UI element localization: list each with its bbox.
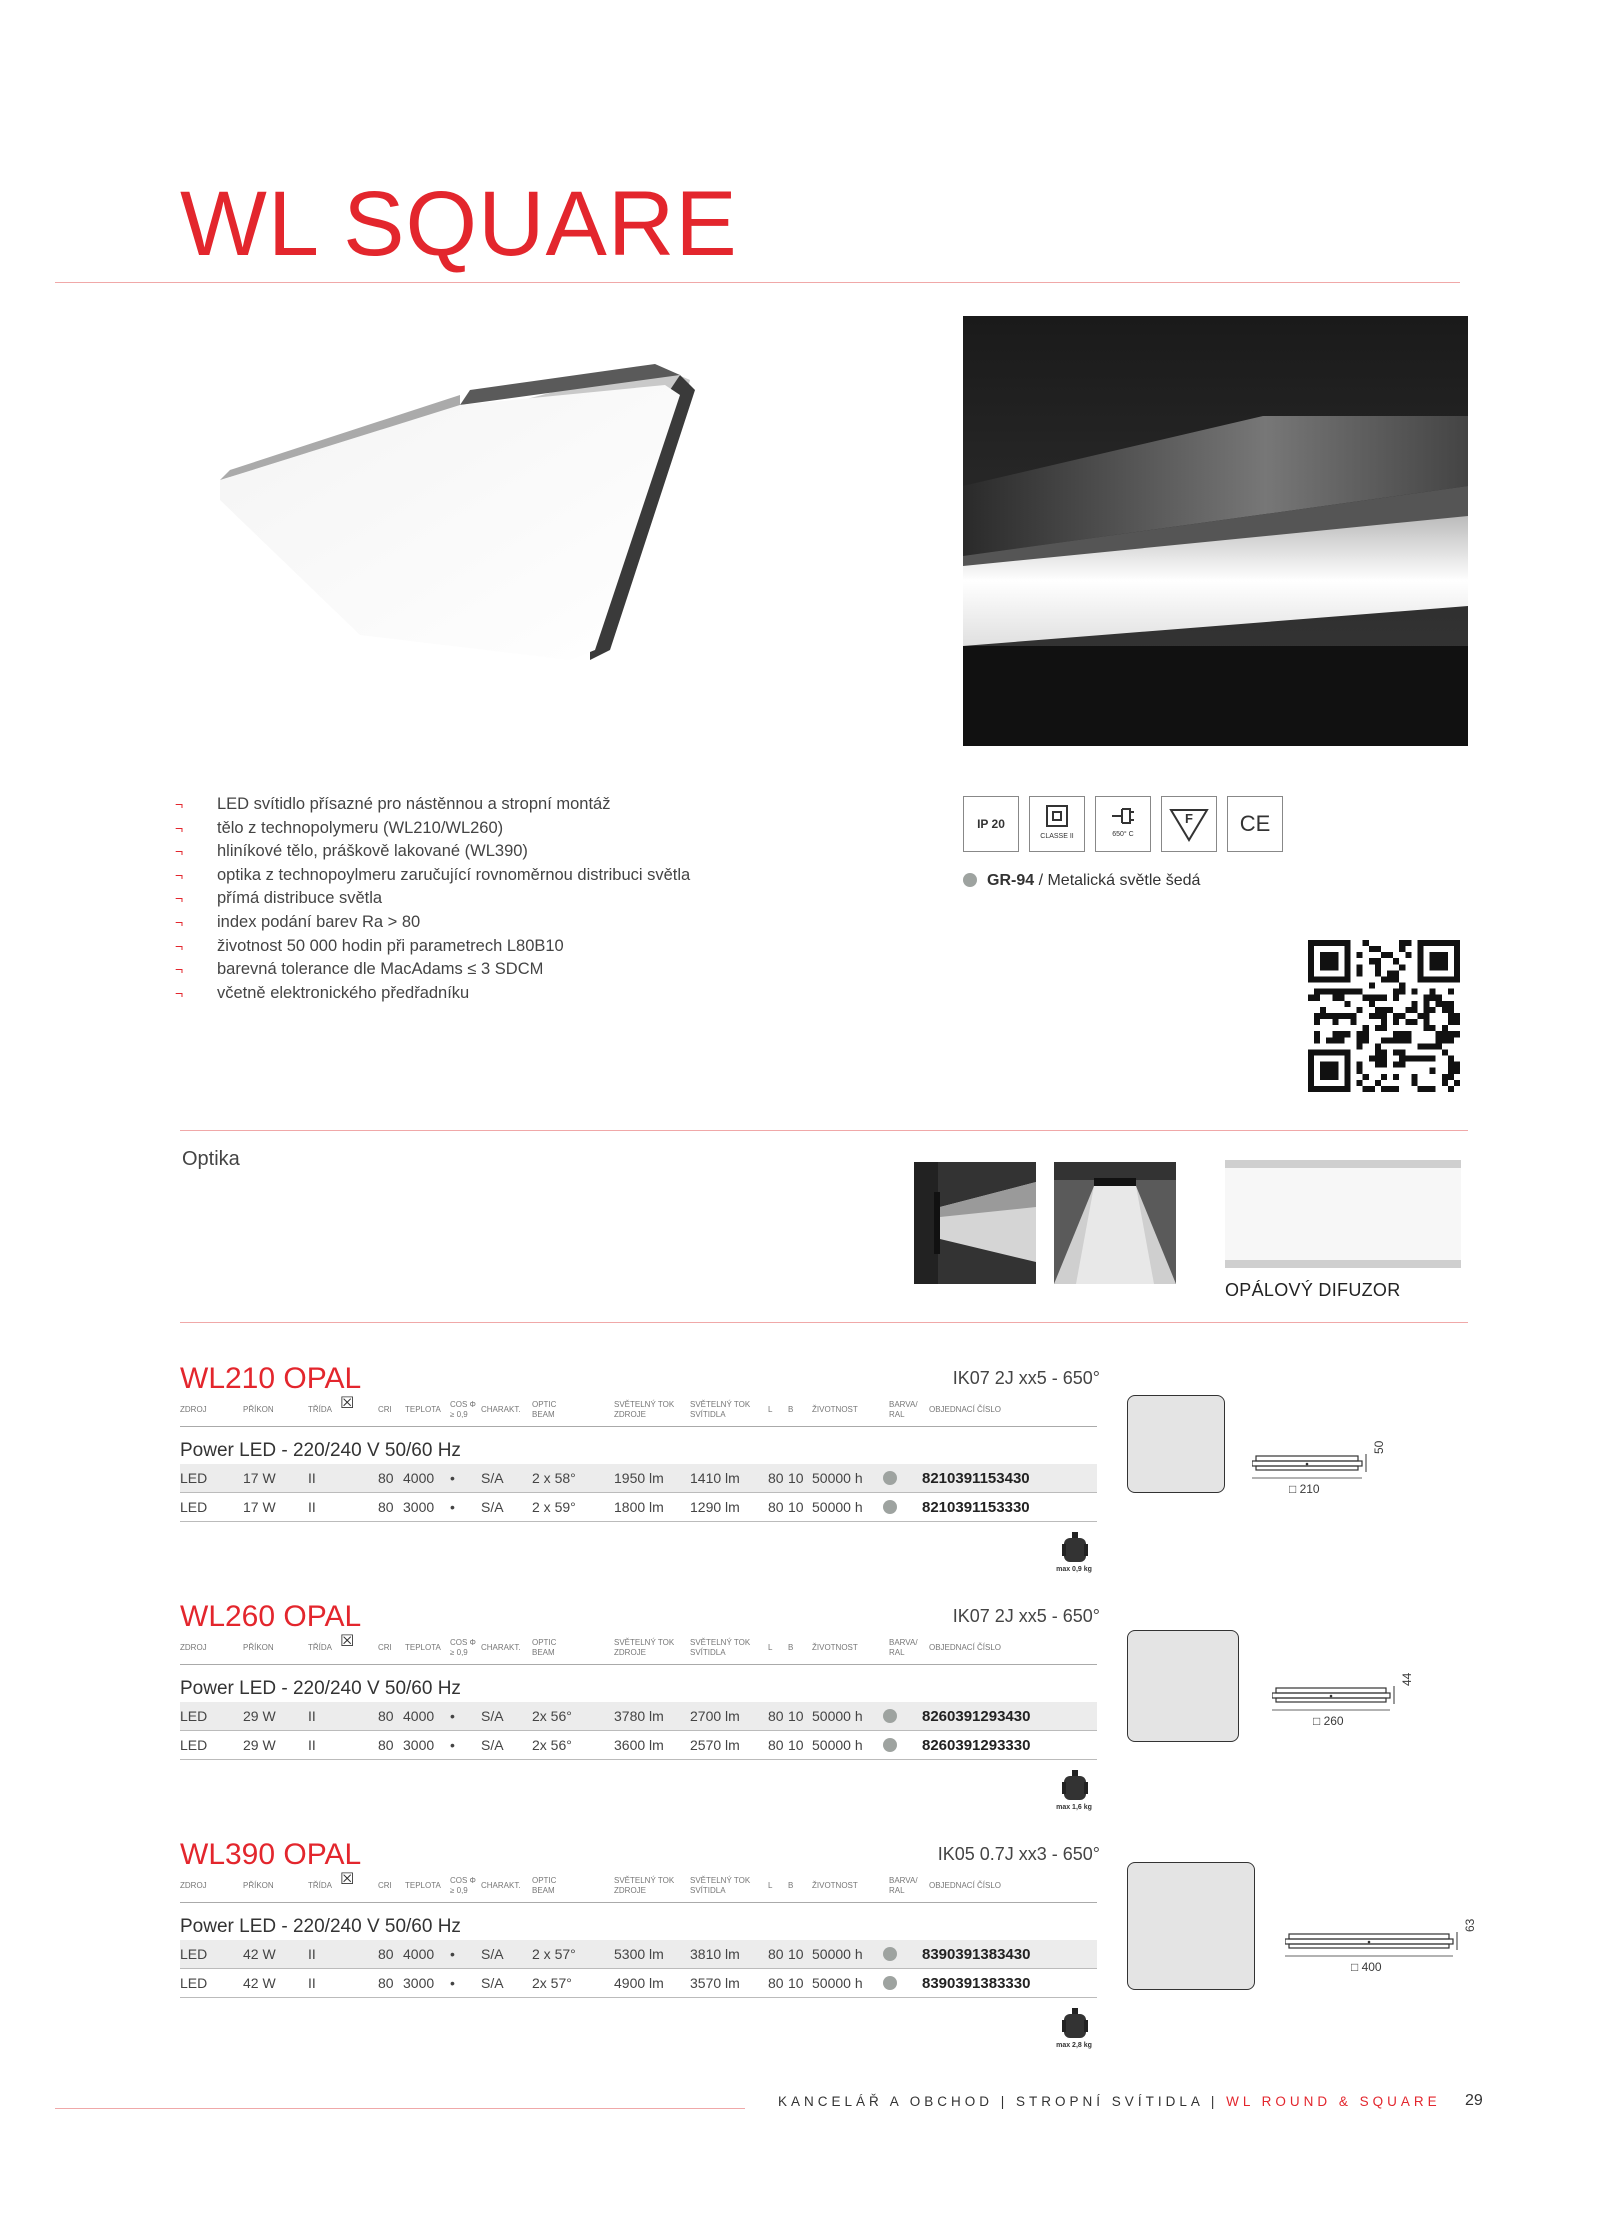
- header-cos-sub: ≥ 0,9: [450, 1410, 468, 1419]
- header-svz-sub: ZDROJE: [614, 1410, 646, 1419]
- cell: 3000: [403, 1975, 435, 1991]
- feature-item: [175, 817, 735, 841]
- header-barva: BARVA/: [889, 1400, 918, 1409]
- footer-text: [778, 2094, 1441, 2109]
- cell: LED: [180, 1499, 208, 1515]
- header-prikon: PŘÍKON: [243, 1881, 274, 1890]
- cell: 50000 h: [812, 1708, 863, 1724]
- top-view-drawing: [1127, 1862, 1255, 1990]
- header-svs-sub: SVÍTIDLA: [690, 1410, 726, 1419]
- cell: 50000 h: [812, 1470, 863, 1486]
- table-row: [180, 1493, 1097, 1522]
- cell: 80: [768, 1499, 784, 1515]
- ip-rating: IP 20: [977, 817, 1005, 831]
- ce-mark-icon: [1227, 796, 1283, 852]
- temp-label: 650° C: [1112, 831, 1134, 838]
- safety-class-icon: ☒: [340, 1395, 355, 1412]
- cell: 3000: [403, 1737, 435, 1753]
- header-teplota: TEPLOTA: [405, 1881, 441, 1890]
- header-cos-sub: ≥ 0,9: [450, 1648, 468, 1657]
- cell: •: [450, 1499, 455, 1515]
- cell: LED: [180, 1975, 208, 1991]
- cell: 3600 lm: [614, 1737, 664, 1753]
- section-divider: [180, 1322, 1468, 1323]
- cell: LED: [180, 1946, 208, 1962]
- height-dimension: 63: [1463, 1918, 1477, 1932]
- cell: 80: [768, 1470, 784, 1486]
- header-l: L: [768, 1405, 773, 1414]
- safety-class-icon: ☒: [340, 1871, 355, 1888]
- cell: S/A: [481, 1470, 504, 1486]
- cell: 2570 lm: [690, 1737, 740, 1753]
- feature-text: LED svítidlo přísazné pro nástěnnou a stropní montáž: [217, 795, 611, 813]
- header-cos: COS Φ: [450, 1400, 476, 1409]
- cell: 1410 lm: [690, 1470, 740, 1486]
- cell: •: [450, 1737, 455, 1753]
- order-number: 8390391383430: [922, 1946, 1031, 1963]
- header-teplota: TEPLOTA: [405, 1643, 441, 1652]
- optika-label: Optika: [182, 1148, 240, 1170]
- header-svz-sub: ZDROJE: [614, 1648, 646, 1657]
- class-label: CLASSE II: [1040, 833, 1074, 840]
- feature-bullet: ¬: [175, 843, 184, 860]
- cell: 80: [378, 1975, 394, 1991]
- header-barva-sub: RAL: [889, 1648, 905, 1657]
- size-dimension: □ 260: [1313, 1714, 1344, 1728]
- feature-text: barevná tolerance dle MacAdams ≤ 3 SDCM: [217, 960, 544, 979]
- color-swatch: [883, 1976, 897, 1990]
- cell: 3780 lm: [614, 1708, 664, 1724]
- feature-text: optika z technopoylmeru zaručující rovnoměrnou distribuci světla: [217, 865, 691, 884]
- cell: 17 W: [243, 1499, 276, 1515]
- cell: LED: [180, 1737, 208, 1753]
- header-optic: OPTIC: [532, 1638, 557, 1647]
- cell: 3810 lm: [690, 1946, 740, 1962]
- top-view-drawing: [1127, 1630, 1239, 1742]
- header-optic: OPTIC: [532, 1876, 557, 1885]
- cell: 10: [788, 1946, 804, 1962]
- color-swatch: [883, 1709, 897, 1723]
- cell: 80: [378, 1946, 394, 1962]
- f-mark-icon: [1161, 796, 1217, 852]
- cell: 10: [788, 1470, 804, 1486]
- feature-bullet: ¬: [175, 819, 184, 836]
- cell: 4000: [403, 1470, 435, 1486]
- cell: 2x 56°: [532, 1708, 572, 1724]
- page-title: WL SQUARE: [180, 173, 738, 275]
- color-swatch: [963, 873, 977, 887]
- cell: 1800 lm: [614, 1499, 664, 1515]
- safety-class-icon: ☒: [340, 1633, 355, 1650]
- cell: 42 W: [243, 1946, 276, 1962]
- cell: 2 x 59°: [532, 1499, 576, 1515]
- height-dimension: 50: [1372, 1440, 1386, 1454]
- cell: 50000 h: [812, 1946, 863, 1962]
- header-cri: CRI: [378, 1881, 392, 1890]
- order-number: 8260391293430: [922, 1708, 1031, 1725]
- header-optic: OPTIC: [532, 1400, 557, 1409]
- color-swatch: [883, 1947, 897, 1961]
- header-charakt: CHARAKT.: [481, 1405, 521, 1414]
- order-number: 8210391153430: [922, 1470, 1030, 1487]
- header-optic-sub: BEAM: [532, 1410, 555, 1419]
- cell: II: [308, 1975, 316, 1991]
- cell: 10: [788, 1975, 804, 1991]
- cell: 1290 lm: [690, 1499, 740, 1515]
- header-cri: CRI: [378, 1405, 392, 1414]
- cell: •: [450, 1946, 455, 1962]
- cell: 4000: [403, 1708, 435, 1724]
- cell: II: [308, 1946, 316, 1962]
- header-trida: TŘÍDA: [308, 1643, 332, 1652]
- feature-bullet: ¬: [175, 937, 184, 954]
- impact-rating: IK05 0.7J xx3 - 650°: [937, 1844, 1100, 1864]
- cell: II: [308, 1470, 316, 1486]
- footer-section: KANCELÁŘ A OBCHOD | STROPNÍ SVÍTIDLA |: [778, 2094, 1219, 2109]
- header-svz: SVĚTELNÝ TOK: [614, 1400, 675, 1409]
- header-svs-sub: SVÍTIDLA: [690, 1648, 726, 1657]
- cell: S/A: [481, 1737, 504, 1753]
- spec-table-header: [180, 1395, 1097, 1427]
- max-weight: max 2,8 kg: [1056, 2042, 1092, 2049]
- color-code: GR-94: [987, 872, 1035, 889]
- cell: II: [308, 1708, 316, 1724]
- header-barva-sub: RAL: [889, 1886, 905, 1895]
- header-teplota: TEPLOTA: [405, 1405, 441, 1414]
- top-view-drawing: [1127, 1395, 1225, 1493]
- feature-item: [175, 793, 735, 817]
- header-cri: CRI: [378, 1643, 392, 1652]
- spec-table-header: [180, 1871, 1097, 1903]
- size-dimension: □ 210: [1289, 1482, 1320, 1496]
- cell: 3570 lm: [690, 1975, 740, 1991]
- table-row: [180, 1731, 1097, 1760]
- cell: •: [450, 1975, 455, 1991]
- product-name: WL390 OPAL: [180, 1838, 362, 1871]
- cell: S/A: [481, 1708, 504, 1724]
- product-name: WL210 OPAL: [180, 1362, 362, 1395]
- cell: 10: [788, 1737, 804, 1753]
- header-barva-sub: RAL: [889, 1410, 905, 1419]
- cell: 2 x 58°: [532, 1470, 576, 1486]
- cell: 80: [768, 1946, 784, 1962]
- side-view-drawing: [1272, 1684, 1410, 1714]
- feature-item: [175, 864, 735, 888]
- cell: 10: [788, 1708, 804, 1724]
- header-cos: COS Φ: [450, 1638, 476, 1647]
- cell: 2x 57°: [532, 1975, 572, 1991]
- cell: •: [450, 1708, 455, 1724]
- header-svs: SVĚTELNÝ TOK: [690, 1400, 751, 1409]
- color-option: [963, 872, 1200, 890]
- feature-text: index podání barev Ra > 80: [217, 912, 421, 931]
- size-dimension: □ 400: [1351, 1960, 1382, 1974]
- cell: 42 W: [243, 1975, 276, 1991]
- page-number: 29: [1465, 2092, 1483, 2109]
- footer-highlight: WL ROUND & SQUARE: [1226, 2094, 1441, 2109]
- max-weight: max 1,6 kg: [1056, 1804, 1092, 1811]
- cell: 80: [768, 1975, 784, 1991]
- color-swatch: [883, 1471, 897, 1485]
- header-prikon: PŘÍKON: [243, 1643, 274, 1652]
- product-photo: [963, 316, 1468, 746]
- side-view-drawing: [1285, 1930, 1473, 1960]
- order-number: 8260391293330: [922, 1737, 1031, 1754]
- feature-text: tělo z technopolymeru (WL210/WL260): [217, 818, 504, 837]
- diffuser-label: OPÁLOVÝ DIFUZOR: [1225, 1280, 1401, 1300]
- header-b: B: [788, 1405, 794, 1414]
- header-optic-sub: BEAM: [532, 1886, 555, 1895]
- cell: 2x 56°: [532, 1737, 572, 1753]
- cell: 4000: [403, 1946, 435, 1962]
- footer-divider: [55, 2108, 745, 2109]
- table-row: [180, 1702, 1097, 1731]
- cell: 50000 h: [812, 1499, 863, 1515]
- qr-code: [1308, 940, 1460, 1092]
- header-zdroj: ZDROJ: [180, 1881, 207, 1890]
- feature-item: [175, 935, 735, 959]
- header-zivotnost: ŽIVOTNOST: [812, 1881, 858, 1890]
- product-name: WL260 OPAL: [180, 1600, 362, 1633]
- weight-icon: [1058, 1530, 1092, 1564]
- weight-icon: [1058, 1768, 1092, 1802]
- header-svz-sub: ZDROJE: [614, 1886, 646, 1895]
- product-image: [210, 350, 730, 680]
- cell: 3000: [403, 1499, 435, 1515]
- header-zivotnost: ŽIVOTNOST: [812, 1405, 858, 1414]
- header-b: B: [788, 1643, 794, 1652]
- header-zdroj: ZDROJ: [180, 1643, 207, 1652]
- table-row: [180, 1969, 1097, 1998]
- section-divider: [180, 1130, 1468, 1131]
- cell: 80: [768, 1737, 784, 1753]
- header-barva: BARVA/: [889, 1876, 918, 1885]
- header-svs-sub: SVÍTIDLA: [690, 1886, 726, 1895]
- cell: 17 W: [243, 1470, 276, 1486]
- cell: 29 W: [243, 1708, 276, 1724]
- color-swatch: [883, 1500, 897, 1514]
- header-svs: SVĚTELNÝ TOK: [690, 1638, 751, 1647]
- cell: 80: [378, 1499, 394, 1515]
- feature-item: [175, 982, 735, 1006]
- opal-diffuser-image: [1225, 1160, 1461, 1268]
- order-number: 8210391153330: [922, 1499, 1030, 1516]
- table-row: [180, 1940, 1097, 1969]
- header-charakt: CHARAKT.: [481, 1881, 521, 1890]
- cell: LED: [180, 1470, 208, 1486]
- header-cos: COS Φ: [450, 1876, 476, 1885]
- spec-table-header: [180, 1633, 1097, 1665]
- cell: 1950 lm: [614, 1470, 664, 1486]
- feature-list: [175, 793, 735, 1005]
- optic-down-icon: [1054, 1162, 1176, 1284]
- cell: 10: [788, 1499, 804, 1515]
- header-l: L: [768, 1643, 773, 1652]
- cell: S/A: [481, 1946, 504, 1962]
- feature-bullet: ¬: [175, 796, 184, 812]
- header-svz: SVĚTELNÝ TOK: [614, 1876, 675, 1885]
- header-objednaci: OBJEDNACÍ ČÍSLO: [929, 1405, 1002, 1414]
- feature-item: [175, 840, 735, 864]
- cell: 80: [378, 1737, 394, 1753]
- power-spec: Power LED - 220/240 V 50/60 Hz: [180, 1678, 461, 1699]
- power-spec: Power LED - 220/240 V 50/60 Hz: [180, 1440, 461, 1461]
- feature-item: [175, 887, 735, 911]
- title-divider: [55, 282, 1460, 283]
- order-number: 8390391383330: [922, 1975, 1031, 1992]
- cell: 50000 h: [812, 1975, 863, 1991]
- ce-label: CE: [1239, 811, 1271, 836]
- header-b: B: [788, 1881, 794, 1890]
- header-l: L: [768, 1881, 773, 1890]
- header-svs: SVĚTELNÝ TOK: [690, 1876, 751, 1885]
- cell: S/A: [481, 1499, 504, 1515]
- class-ii-icon: [1029, 796, 1085, 852]
- ip20-badge: [963, 796, 1019, 852]
- feature-text: včetně elektronického předřadníku: [217, 983, 470, 1002]
- height-dimension: 44: [1400, 1672, 1414, 1686]
- cell: 80: [378, 1708, 394, 1724]
- feature-text: přímá distribuce světla: [217, 889, 383, 908]
- cell: II: [308, 1499, 316, 1515]
- cell: 80: [378, 1470, 394, 1486]
- side-view-drawing: [1252, 1452, 1382, 1482]
- header-charakt: CHARAKT.: [481, 1643, 521, 1652]
- header-trida: TŘÍDA: [308, 1881, 332, 1890]
- cell: 50000 h: [812, 1737, 863, 1753]
- cell: 2 x 57°: [532, 1946, 576, 1962]
- f-mark-label: F: [1185, 811, 1193, 826]
- cell: 5300 lm: [614, 1946, 664, 1962]
- feature-bullet: ¬: [175, 961, 184, 978]
- feature-item: [175, 958, 735, 982]
- feature-item: [175, 911, 735, 935]
- feature-text: hliníkové tělo, práškově lakované (WL390): [217, 842, 528, 861]
- header-svz: SVĚTELNÝ TOK: [614, 1638, 675, 1647]
- cell: II: [308, 1737, 316, 1753]
- weight-icon: [1058, 2006, 1092, 2040]
- cell: 2700 lm: [690, 1708, 740, 1724]
- header-zivotnost: ŽIVOTNOST: [812, 1643, 858, 1652]
- glow-wire-icon: [1095, 796, 1151, 852]
- impact-rating: IK07 2J xx5 - 650°: [952, 1606, 1100, 1626]
- cell: LED: [180, 1708, 208, 1724]
- header-barva: BARVA/: [889, 1638, 918, 1647]
- feature-bullet: ¬: [175, 890, 184, 907]
- table-row: [180, 1464, 1097, 1493]
- feature-bullet: ¬: [175, 984, 184, 1001]
- header-prikon: PŘÍKON: [243, 1405, 274, 1414]
- feature-text: životnost 50 000 hodin při parametrech L80B10: [217, 936, 564, 955]
- feature-bullet: ¬: [175, 866, 184, 883]
- header-objednaci: OBJEDNACÍ ČÍSLO: [929, 1643, 1002, 1652]
- impact-rating: IK07 2J xx5 - 650°: [952, 1368, 1100, 1388]
- power-spec: Power LED - 220/240 V 50/60 Hz: [180, 1916, 461, 1937]
- header-optic-sub: BEAM: [532, 1648, 555, 1657]
- cell: •: [450, 1470, 455, 1486]
- max-weight: max 0,9 kg: [1056, 1566, 1092, 1573]
- header-objednaci: OBJEDNACÍ ČÍSLO: [929, 1881, 1002, 1890]
- cell: 29 W: [243, 1737, 276, 1753]
- header-zdroj: ZDROJ: [180, 1405, 207, 1414]
- header-trida: TŘÍDA: [308, 1405, 332, 1414]
- cell: 80: [768, 1708, 784, 1724]
- feature-bullet: ¬: [175, 913, 184, 930]
- color-swatch: [883, 1738, 897, 1752]
- optic-side-icon: [914, 1162, 1036, 1284]
- header-cos-sub: ≥ 0,9: [450, 1886, 468, 1895]
- cell: S/A: [481, 1975, 504, 1991]
- cell: 4900 lm: [614, 1975, 664, 1991]
- color-name: / Metalická světle šedá: [1038, 872, 1201, 889]
